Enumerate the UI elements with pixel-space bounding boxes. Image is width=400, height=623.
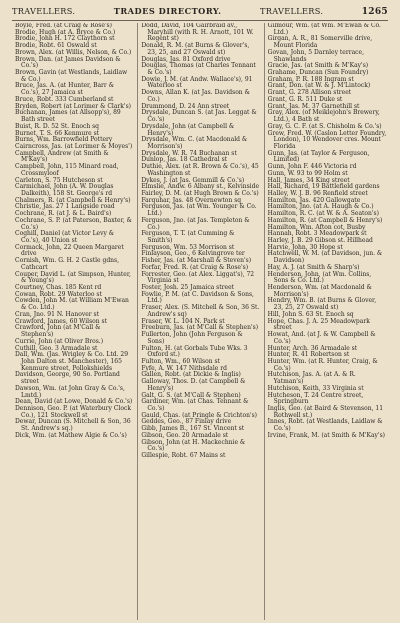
directory-entry: Fraser, Alex. (S. Mitchell & Son, 36 St. Andrew's sq) xyxy=(141,304,260,318)
directory-entry: Donald, R. M. (at Burns & Glover's, 23, 25, and 27 Oswald st) xyxy=(141,42,250,56)
directory-entry: Hamilton, Jno. (at A. Haugh & Co.) xyxy=(267,203,374,211)
directory-entry: Hunter, R. 41 Robertson st xyxy=(267,351,350,359)
directory-entry: Davidson, George, 90 So. Portland street xyxy=(15,371,120,386)
directory-entry: Fowlie, P. M. (at C. Davidson & Sons, Ltd.) xyxy=(141,290,254,305)
directory-entry: Hatchwell, W. M. (at Davidson, jun. & Davidson) xyxy=(267,250,383,265)
directory-entry: Hutchison, Jas. A. (at A. & R. Yatman's) xyxy=(267,371,356,386)
directory-entry: Drysdale, Wm. C. (at Macdonald & Morrison's) xyxy=(141,136,248,150)
directory-entry: Forfar, Fred. R. (at Craig & Rose's) xyxy=(141,263,249,271)
directory-entry: Hutcheson, T. 24 Centre street, Springburn xyxy=(267,391,364,406)
directory-entry: Carleton, S. 75 Hutcheson st xyxy=(15,176,103,184)
directory-entry: Halley, W. J. B. 96 Renfield street xyxy=(267,189,368,197)
directory-entry: Gunn, Jas. (at Taylor & Ferguson, Limited) xyxy=(267,149,370,164)
directory-entry: Dowie, J. M. (at Andw. Wallace's), 91 Waterloo st xyxy=(141,75,253,90)
directory-entry: Galloway, Thos. D. (at Campbell & Henry's) xyxy=(141,378,246,392)
directory-entry: Brodie, Hugh (at A. Bryce & Co.) xyxy=(15,28,116,36)
directory-entry: Buist, R. D. 52 St. Enoch sq xyxy=(15,122,100,130)
directory-entry: Cuthill, Geo. 3 Armadale st xyxy=(15,344,98,352)
column-3 xyxy=(264,23,390,620)
directory-entry: Cairncross, Jas. (at Lorimer & Moyes') xyxy=(15,142,133,150)
directory-entry: Grew, Fred. W. (Caslon Letter Foundry, London), 10 Wendover cres. Mount Florida xyxy=(267,129,387,150)
directory-entry: Gunn, W. 93 to 99 Holm st xyxy=(267,169,348,177)
directory-entry: Hunter, Wm. (at R. Hunter, Craig, & Co.'s) xyxy=(267,357,378,372)
directory-entry: Carmichael, John (A. W. Douglas Dalkeith), 158 St. George's rd xyxy=(15,183,114,197)
directory-columns xyxy=(12,23,390,620)
directory-entry: Finlayson, Geo., 6 Kelvingrove ter xyxy=(141,250,245,258)
directory-entry: Ferguson, Jno. (at Jas. Templeton & Co.) xyxy=(141,216,250,231)
directory-entry: Grahame, Duncan (Sun Foundry) xyxy=(267,69,369,77)
directory-entry: Innes, Robt. (at Westlands, Laidlaw & Co.'s) xyxy=(267,418,383,433)
directory-entry: Fairley, D. M. (at Hugh Brown & Co.'s) xyxy=(141,189,259,197)
column-1 xyxy=(12,23,137,620)
directory-entry: Cowan, Robt. 29 Waterloo st xyxy=(15,290,102,298)
directory-entry: Hutchison, Keith, 33 Virginia st xyxy=(267,384,364,392)
directory-entry: Gray, G. C. F. (at S. Chisholm & Co.'s) xyxy=(267,122,382,130)
directory-entry: Cornish, Wm. G. H. 2 Castle gdns, Cathcart xyxy=(15,257,120,271)
directory-entry: Hamilton, Wm. Afton cot, Busby xyxy=(267,223,366,231)
directory-entry: Cochrane, S. P. (at Paterson, Baxter, & Co.'s) xyxy=(15,216,132,231)
directory-entry: Dodd, David, 104 Gairbraid av., Maryhill (with R. H. Arnott, 101 W. Regent st) xyxy=(141,23,254,43)
directory-entry: Hope, Chas. J. A. 25 Meadowpark street xyxy=(267,317,370,332)
column-2 xyxy=(137,23,263,620)
directory-entry: Gibson, John (at H. Mackechnie & Co.'s) xyxy=(141,438,246,453)
directory-entry: Brown, Alex. (at Willis, Nelson, & Co.) xyxy=(15,48,132,56)
directory-entry: Bryden, Robert (at Lorimer & Clark's) xyxy=(15,102,131,110)
directory-entry: Foster, Josh. 25 Jamaica street xyxy=(141,284,235,292)
directory-entry: Gardiner, Wm. (at Chas. Tennant & Co.'s) xyxy=(141,398,249,412)
directory-entry: Grant, Don. (at W. & J. M'Lintock) xyxy=(267,82,371,90)
directory-entry: Cochrane, R. (at J. & L. Baird's) xyxy=(15,210,112,218)
directory-entry: Hamilton, R. C. (at W. & A. Seaton's) xyxy=(267,210,379,218)
directory-entry: Couper, David L. (at Simpson, Hunter, & Young's) xyxy=(15,270,131,285)
directory-entry: Brodie, John H. 172 Claythorn st xyxy=(15,35,115,43)
directory-entry: Brodie, Robt. 61 Oswald st xyxy=(15,42,97,50)
directory-entry: Galt, G. S. (at M'Call & Stephen) xyxy=(141,391,241,399)
directory-entry: Douglas, Jas. 81 Oxford drive xyxy=(141,55,231,63)
directory-entry: Harley, J. B. 29 Gibson st. Hillhead xyxy=(267,237,373,244)
directory-entry: Downs, Allan K. (at Jas. Davidson & Co.) xyxy=(141,89,250,103)
directory-entry: Gunn, John F. 446 Victoria rd xyxy=(267,163,357,171)
directory-entry: Dall, Wm. (Jas. Wrigley & Co. Ltd. 29 John Dalton st. Manchester), 165 Kenmure street, Pollokshields xyxy=(15,351,129,372)
directory-entry: Campbell, Andrew (at Smith & M'Kay's) xyxy=(15,149,109,164)
directory-entry: Drummond, D. 24 Ann street xyxy=(141,102,230,110)
directory-entry: Christie, Jas. 27 1 Langside road xyxy=(15,203,115,211)
directory-entry: Crawford, John (at M'Call & Stephen's) xyxy=(15,324,101,339)
header-title: TRADES DIRECTORY. xyxy=(113,6,222,16)
directory-entry: Gibb, James B., 167 St. Vincent st xyxy=(141,425,245,433)
directory-entry: Gauld, Chas. (at Pringle & Crichton's) xyxy=(141,411,258,419)
directory-entry: Graham, P. R. 188 Ingram st xyxy=(267,75,354,83)
directory-entry: Cowden, John M. (at William M'Ewan & Co. Ltd.) xyxy=(15,297,129,312)
directory-entry: Dewar, Duncan (S. Mitchell & Son, 36 St. Andrew's sq.) xyxy=(15,418,131,433)
directory-entry: Coghill, Daniel (at Victor Levy & Co.'s), 40 Union st xyxy=(15,230,115,244)
directory-entry: Brown, Gavin (at Westlands, Laidlaw & Co.) xyxy=(15,69,128,83)
running-header xyxy=(12,6,388,20)
directory-entry: Hamilton, Jas. 420 Gallowgate xyxy=(267,196,361,204)
directory-entry: Howat, And. (at J. & W. Campbell & Co.'s) xyxy=(267,331,376,345)
directory-entry: Dick, Wm. (at Mathew Algie & Co.'s) xyxy=(15,431,127,439)
directory-entry: Fulton, Wm., 60 Wilson st xyxy=(141,357,220,365)
directory-entry: Grant, G. R. 511 Duke st xyxy=(267,95,343,103)
page-number: 1265 xyxy=(361,7,388,17)
directory-entry: Dunlop, Jas. 18 Cathedral st xyxy=(141,156,228,164)
directory-entry: Courtney, Chas. 185 Kent rd xyxy=(15,284,102,292)
directory-entry: Hall, James, 34 King street xyxy=(267,176,350,184)
directory-entry: Gillespie, Robt. 67 Mains st xyxy=(141,452,226,459)
directory-entry: Farquhar, Jas. 48 Overnewton sq xyxy=(141,196,242,204)
directory-entry: Bruce, Jas. A. (at Hunter, Barr & Co.'s), 27 Jamaica st xyxy=(15,82,115,97)
directory-entry: Drysdale, John (at Campbell & Henry's) xyxy=(141,122,235,137)
directory-entry: Fraser, W. L. 104 N. Park st xyxy=(141,317,225,325)
directory-entry: Cormack, John, 22 Queen Margaret drive xyxy=(15,243,124,258)
directory-entry: Dennison, Geo. P. (at Waterbury Clock Co.), 121 Stockwell st xyxy=(15,404,131,419)
directory-entry: Fullerton, John (John Ferguson & Sons) xyxy=(141,331,243,345)
directory-entry: Freeburn, Jas. (at M'Call & Stephen's) xyxy=(141,324,259,332)
directory-entry: Hamilton, R. (at Campbell & Henry's) xyxy=(267,216,383,224)
directory-entry: Hill, John S. 63 St. Enoch sq xyxy=(267,310,354,318)
directory-entry: Forrester, Geo. (at Alex. Liggat's), 72 Virginia st xyxy=(141,270,255,285)
directory-entry: Gallen, Robt. (at Dickie & Inglis) xyxy=(141,371,241,379)
directory-entry: Currie, John (at Oliver Bros.) xyxy=(15,337,104,345)
directory-entry: Hall, Richard, 19 Battlefield gardens xyxy=(267,183,380,191)
directory-entry: Grant, Jas. M. 37 Garnethill st xyxy=(267,102,360,110)
directory-entry: Hannah, Robt. 3 Meadowpark st xyxy=(267,230,367,238)
directory-entry: Harvie, John, 30 Hope st xyxy=(267,243,343,251)
directory-entry: Cran, Jno. 91 N. Hanover st xyxy=(15,310,100,318)
directory-entry: Ferguson, Jas. (at Wm. Younger & Co. Ltd.) xyxy=(141,203,257,218)
directory-entry: Fulton, H. (at Gorbals Tube Wks. 3 Oxford st.) xyxy=(141,344,248,359)
directory-entry: Inglis, Geo. (at Baird & Stevenson, 11 Rothwell st.) xyxy=(267,404,384,419)
directory-entry: Campbell, John, 115 Minard road, Crossmyloof xyxy=(15,163,119,177)
directory-entry: Drysdale, W. R. 74 Buchanan st xyxy=(141,149,237,157)
header-left: TRAVELLERS. xyxy=(12,6,76,16)
directory-entry: Irvine, Frank, M. (at Smith & M'Kay's) xyxy=(267,431,386,439)
directory-entry: Ferguson, Wm. 53 Morrison st xyxy=(141,243,235,251)
directory-entry: Govan, John, 5 Darnley terrace, Shawlands xyxy=(267,48,364,63)
directory-entry: Burns, Wm. Barrowfield Pottery xyxy=(15,136,113,144)
directory-entry: Burnet, T. S. 66 Kenmure st xyxy=(15,129,100,137)
directory-entry: Gibson, Geo. 20 Armadale st xyxy=(141,431,229,439)
directory-entry: Gray, Alex. (of Meiklejohn's Brewery, Ltd.), 4 Bath st xyxy=(267,109,380,124)
directory-entry: Dykes, J. (at Jas. Gemmill & Co.'s) xyxy=(141,176,245,184)
directory-entry: Bruce, Robt. 333 Cumberland st xyxy=(15,95,114,103)
directory-entry: Elmslie, Andw. 6 Albany st., Kelvinside xyxy=(141,183,259,191)
directory-entry: Boyle, Fred. (at Craig & Rose's) xyxy=(15,23,112,29)
directory-entry: Brown, Dan. (at James Davidson & Co.'s) xyxy=(15,55,121,70)
directory-entry: Hendry, Wm. B. (at Burns & Glover, 23, 25, 27 Oswald st) xyxy=(267,297,377,312)
directory-entry: Douglas, Thomas (at Charles Tennant & Co.'s) xyxy=(141,62,256,77)
directory-entry: Ferguson, T. T. (at Cumming & Smith's) xyxy=(141,230,235,244)
directory-entry: Dawson, Wm. (at John Gray & Co.'s, Lmtd.) xyxy=(15,384,125,399)
directory-entry: Dean, David (at Lowe, Donald & Co.'s) xyxy=(15,398,133,406)
directory-entry: Hunter, Arch. 36 Armadale st xyxy=(267,344,358,352)
directory-entry: Drysdale, Duncan S. (at Jas. Leggat & Co.'s) xyxy=(141,109,257,124)
directory-entry: Gracie, Jas. (at Smith & M'Kay's) xyxy=(267,62,369,70)
directory-entry: Duthie, Alex. (at R. Brown & Co.'s), 45 Washington st xyxy=(141,163,259,177)
directory-entry: Chalmers, R. (at Campbell & Henry's) xyxy=(15,196,131,204)
directory-entry: Henderson, John, (at Wm. Collins, Sons & Co. Ltd.) xyxy=(267,270,372,285)
directory-entry: Girgan, A. R., 81 Somerville drive, Mount Florida xyxy=(267,35,373,50)
header-right: TRAVELLERS. xyxy=(260,6,324,16)
directory-entry: Grant, G. 278 Allison street xyxy=(267,89,352,97)
directory-entry: Henderson, Wm. (at Macdonald & Morrison's) xyxy=(267,284,372,298)
directory-entry: Geddes, Geo., 87 Finlay drive xyxy=(141,418,232,426)
directory-entry: Hay, A. J. (at Smith & Sharp's) xyxy=(267,263,360,271)
directory-entry: Crawford, James, 60 Wilson st xyxy=(15,317,108,325)
header-rule xyxy=(12,20,388,21)
directory-entry: Fyfe, A. W. 147 Nithsdale rd xyxy=(141,364,227,372)
directory-entry: Buchanan, James (at Allsopp's), 89 Bath street xyxy=(15,109,121,124)
directory-entry: Fisher, Jas. (at Marshall & Steven's) xyxy=(141,257,252,265)
directory-entry: Gilmour, Wm. (at Wm. M'Ewan & Co. Ltd.) xyxy=(267,23,381,36)
